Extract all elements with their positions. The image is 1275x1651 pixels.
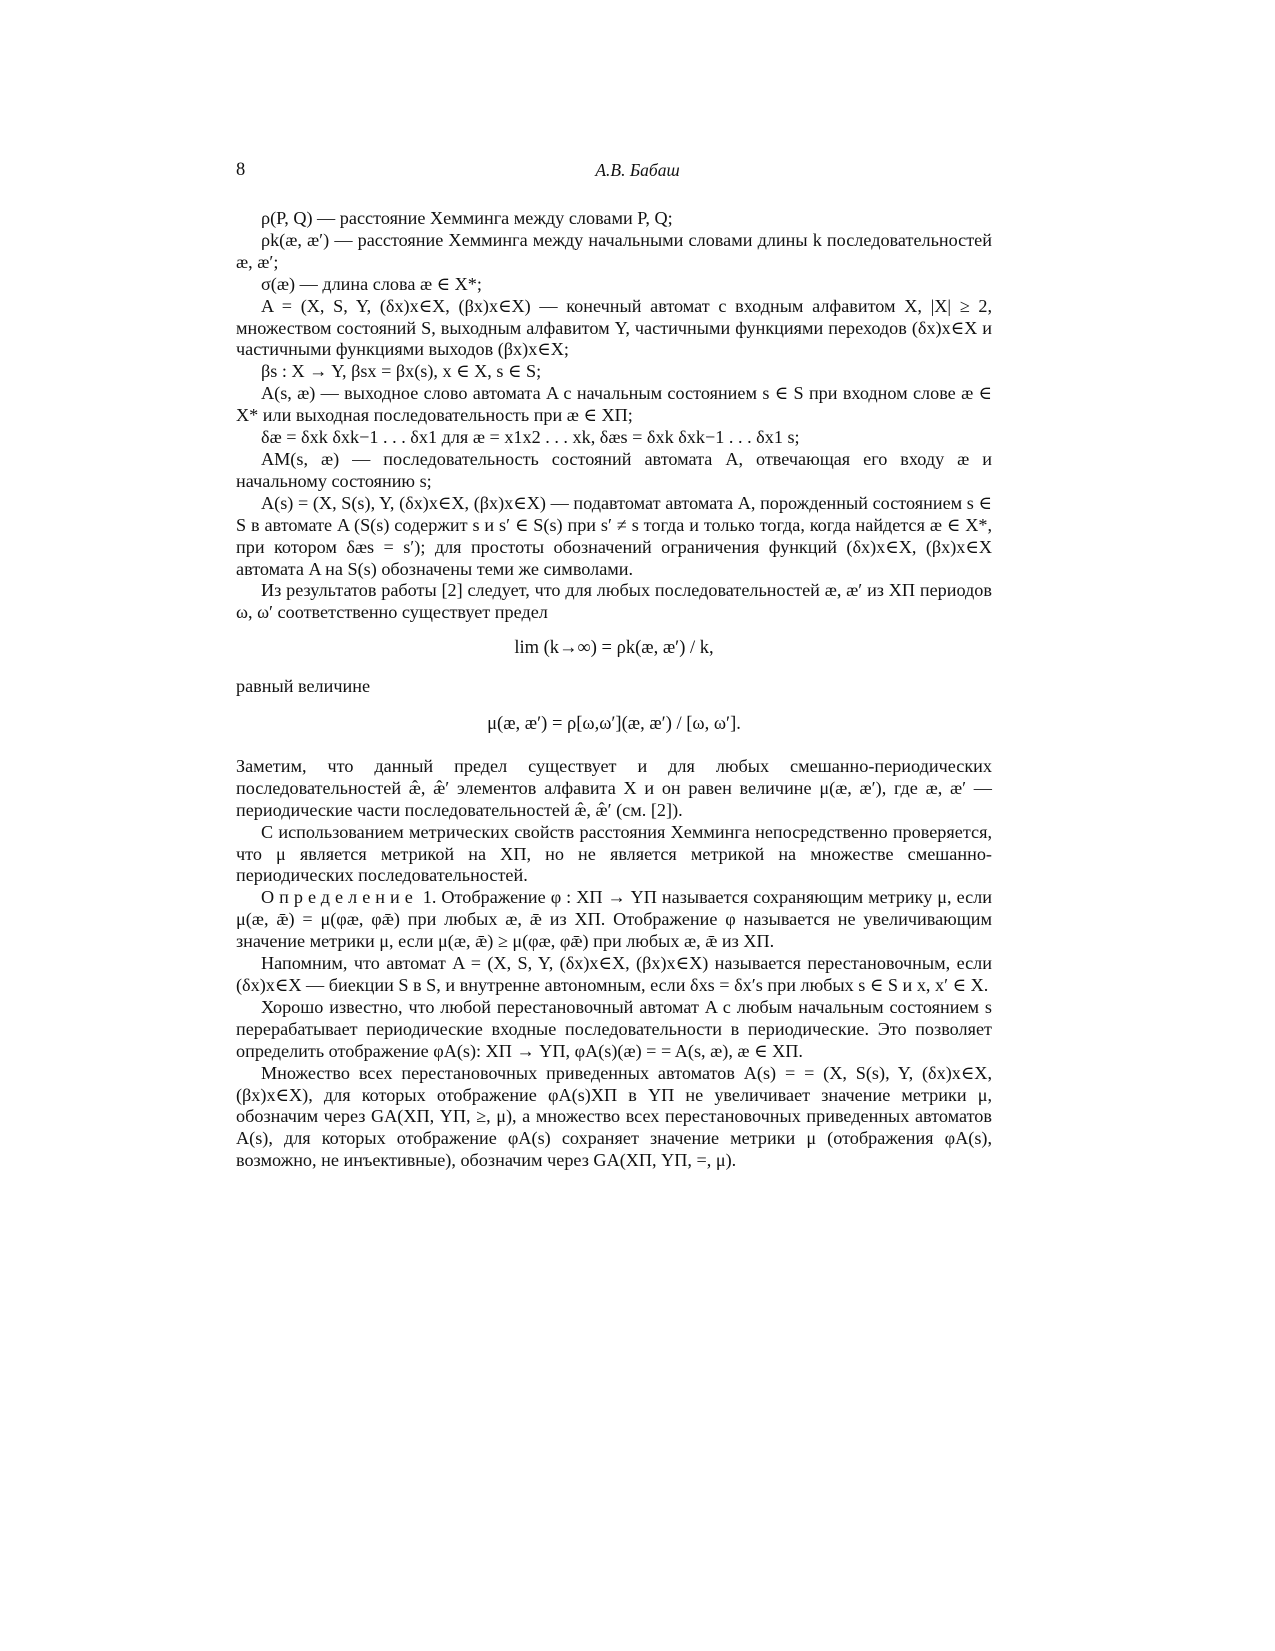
paragraph: σ(æ) — длина слова æ ∈ X*;	[261, 273, 482, 294]
paragraph: С использованием метрических свойств расстояния Хемминга непосредственно проверяется, что μ является метрикой на XΠ, но не является метрикой на множестве смешанно-периодических последовательностей.	[236, 821, 992, 886]
paragraph: ρk(æ, æ′) — расстояние Хемминга между начальными словами длины k последовательностей æ, æ′;	[236, 229, 992, 272]
limit-formula: lim (k→∞) = ρk(æ, æ′) / k,	[514, 638, 714, 659]
paragraph: AM(s, æ) — последовательность состояний автомата A, отвечающая его входу æ и начальному состоянию s;	[236, 448, 992, 491]
paragraph: Заметим, что данный предел существует и для любых смешанно-периодических последовательностей æ̂, æ̂′ элементов алфавита X и он равен величине μ(æ, æ′), где æ, æ′ — периодические части последовательностей æ̂, æ̂′ (см. [2]).	[236, 755, 992, 820]
page-number: 8	[236, 160, 246, 180]
body-text	[236, 208, 992, 1172]
paragraph: βs : X → Y, βsx = βx(s), x ∈ X, s ∈ S;	[261, 361, 542, 382]
paragraph: δæ = δxk δxk−1 . . . δx1 для æ = x1x2 . . . xk, δæs = δxk δxk−1 . . . δx1 s;	[261, 427, 800, 448]
paragraph: A = (X, S, Y, (δx)x∈X, (βx)x∈X) — конечный автомат с входным алфавитом X, |X| ≥ 2, множеством состояний S, выходным алфавитом Y, частичными функциями переходов (δx)x∈X и частичными функциями выходов (βx)x∈X;	[236, 295, 992, 360]
running-header: А.В. Бабаш	[595, 160, 680, 180]
paragraph: равный величине	[236, 676, 371, 697]
definition-label: Определение	[261, 887, 418, 908]
metric-formula: μ(æ, æ′) = ρ[ω,ω′](æ, æ′) / [ω, ω′].	[487, 714, 741, 735]
paragraph: Из результатов работы [2] следует, что для любых последовательностей æ, æ′ из XΠ периодов ω, ω′ соответственно существует предел	[236, 580, 992, 623]
paragraph: Напомним, что автомат A = (X, S, Y, (δx)x∈X, (βx)x∈X) называется перестановочным, если (δx)x∈X — биекции S в S, и внутренне автономным, если δxs = δx′s при любых s ∈ S и x, x′ ∈ X.	[236, 953, 992, 995]
paragraph: A(s) = (X, S(s), Y, (δx)x∈X, (βx)x∈X) — подавтомат автомата A, порожденный состоянием s ∈ S в автомате A (S(s) содержит s и s′ ∈ S(s) при s′ ≠ s тогда и только тогда, когда найдется æ ∈ X*, при котором δæs = s′); для простоты обозначений ограничения функций (δx)x∈X, (βx)x∈X автомата A на S(s) обозначены теми же символами.	[236, 492, 992, 579]
paragraph: Хорошо известно, что любой перестановочный автомат A с любым начальным состоянием s перерабатывает периодические входные последовательности в периодические. Это позволяет определить отображение φA(s): XΠ → YΠ, φA(s)(æ) = = A(s, æ), æ ∈ XΠ.	[236, 996, 992, 1061]
paragraph: Множество всех перестановочных приведенных автоматов A(s) = = (X, S(s), Y, (δx)x∈X, (βx)x∈X), для которых отображение φA(s)XΠ в YΠ не увеличивает значение метрики μ, обозначим через GA(XΠ, YΠ, ≥, μ), а множество всех перестановочных приведенных автоматов A(s), для которых отображение φA(s) сохраняет значение метрики μ (отображения φA(s), возможно, не инъективные), обозначим через GA(XΠ, YΠ, =, μ).	[236, 1062, 992, 1171]
definition-text: 1. Отображение φ : XΠ → YΠ называется сохраняющим метрику μ, если μ(æ, ǣ) = μ(φæ, φǣ) при любых æ, ǣ из XΠ. Отображение φ называется не увеличивающим значение метрики μ, если μ(æ, ǣ) ≥ μ(φæ, φǣ) при любых æ, ǣ из XΠ.	[236, 887, 992, 952]
paragraph: ρ(P, Q) — расстояние Хемминга между словами P, Q;	[261, 208, 673, 228]
definition-paragraph	[236, 887, 992, 953]
paragraph: A(s, æ) — выходное слово автомата A с начальным состоянием s ∈ S при входном слове æ ∈ X* или выходная последовательность при æ ∈ XΠ;	[236, 383, 992, 426]
